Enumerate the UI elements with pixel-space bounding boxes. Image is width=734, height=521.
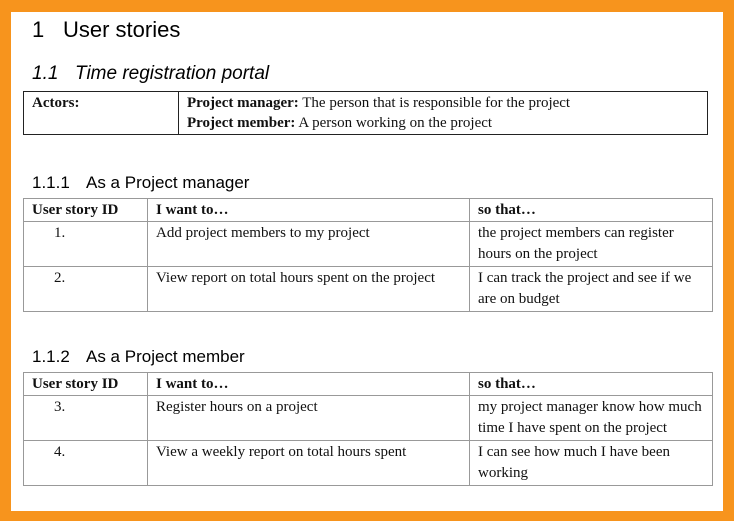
subsection-heading	[32, 63, 269, 85]
story-want: Register hours on a project	[148, 396, 470, 441]
actor-role: Project member:	[187, 115, 296, 131]
group-number: 1.1.1	[32, 173, 70, 192]
actors-list	[179, 92, 708, 135]
actor-role: Project manager:	[187, 95, 299, 111]
story-so-that: I can see how much I have been working	[470, 441, 713, 486]
story-so-that: my project manager know how much time I have spent on the project	[470, 396, 713, 441]
stories-table-manager	[23, 198, 713, 312]
story-want: Add project members to my project	[148, 222, 470, 267]
story-so-that: the project members can register hours on the project	[470, 222, 713, 267]
group-number: 1.1.2	[32, 347, 70, 366]
col-header-want: I want to…	[148, 199, 470, 222]
story-id: 3.	[24, 396, 148, 441]
section-title: User stories	[63, 17, 181, 42]
stories-table-member	[23, 372, 713, 486]
section-heading	[32, 17, 180, 43]
actors-table	[23, 91, 708, 135]
story-id: 1.	[24, 222, 148, 267]
story-want: View report on total hours spent on the project	[148, 267, 470, 312]
col-header-so-that: so that…	[470, 373, 713, 396]
actors-row	[24, 92, 708, 135]
story-id: 2.	[24, 267, 148, 312]
actor-desc: A person working on the project	[298, 115, 493, 131]
actor-item	[187, 113, 701, 133]
actor-item	[187, 93, 701, 113]
table-row	[24, 267, 713, 312]
table-row	[24, 222, 713, 267]
actors-label: Actors:	[24, 92, 179, 135]
table-row	[24, 396, 713, 441]
table-header-row	[24, 199, 713, 222]
story-want: View a weekly report on total hours spent	[148, 441, 470, 486]
story-id: 4.	[24, 441, 148, 486]
actor-desc: The person that is responsible for the project	[302, 95, 571, 111]
group-title: As a Project manager	[86, 173, 250, 192]
subsection-title: Time registration portal	[75, 63, 270, 84]
story-so-that: I can track the project and see if we are on budget	[470, 267, 713, 312]
col-header-id: User story ID	[24, 373, 148, 396]
col-header-want: I want to…	[148, 373, 470, 396]
table-row	[24, 441, 713, 486]
subsection-number: 1.1	[32, 63, 59, 84]
group-title: As a Project member	[86, 347, 245, 366]
group-heading-manager	[32, 173, 249, 193]
col-header-id: User story ID	[24, 199, 148, 222]
group-heading-member	[32, 347, 245, 367]
table-header-row	[24, 373, 713, 396]
col-header-so-that: so that…	[470, 199, 713, 222]
section-number: 1	[32, 17, 45, 42]
